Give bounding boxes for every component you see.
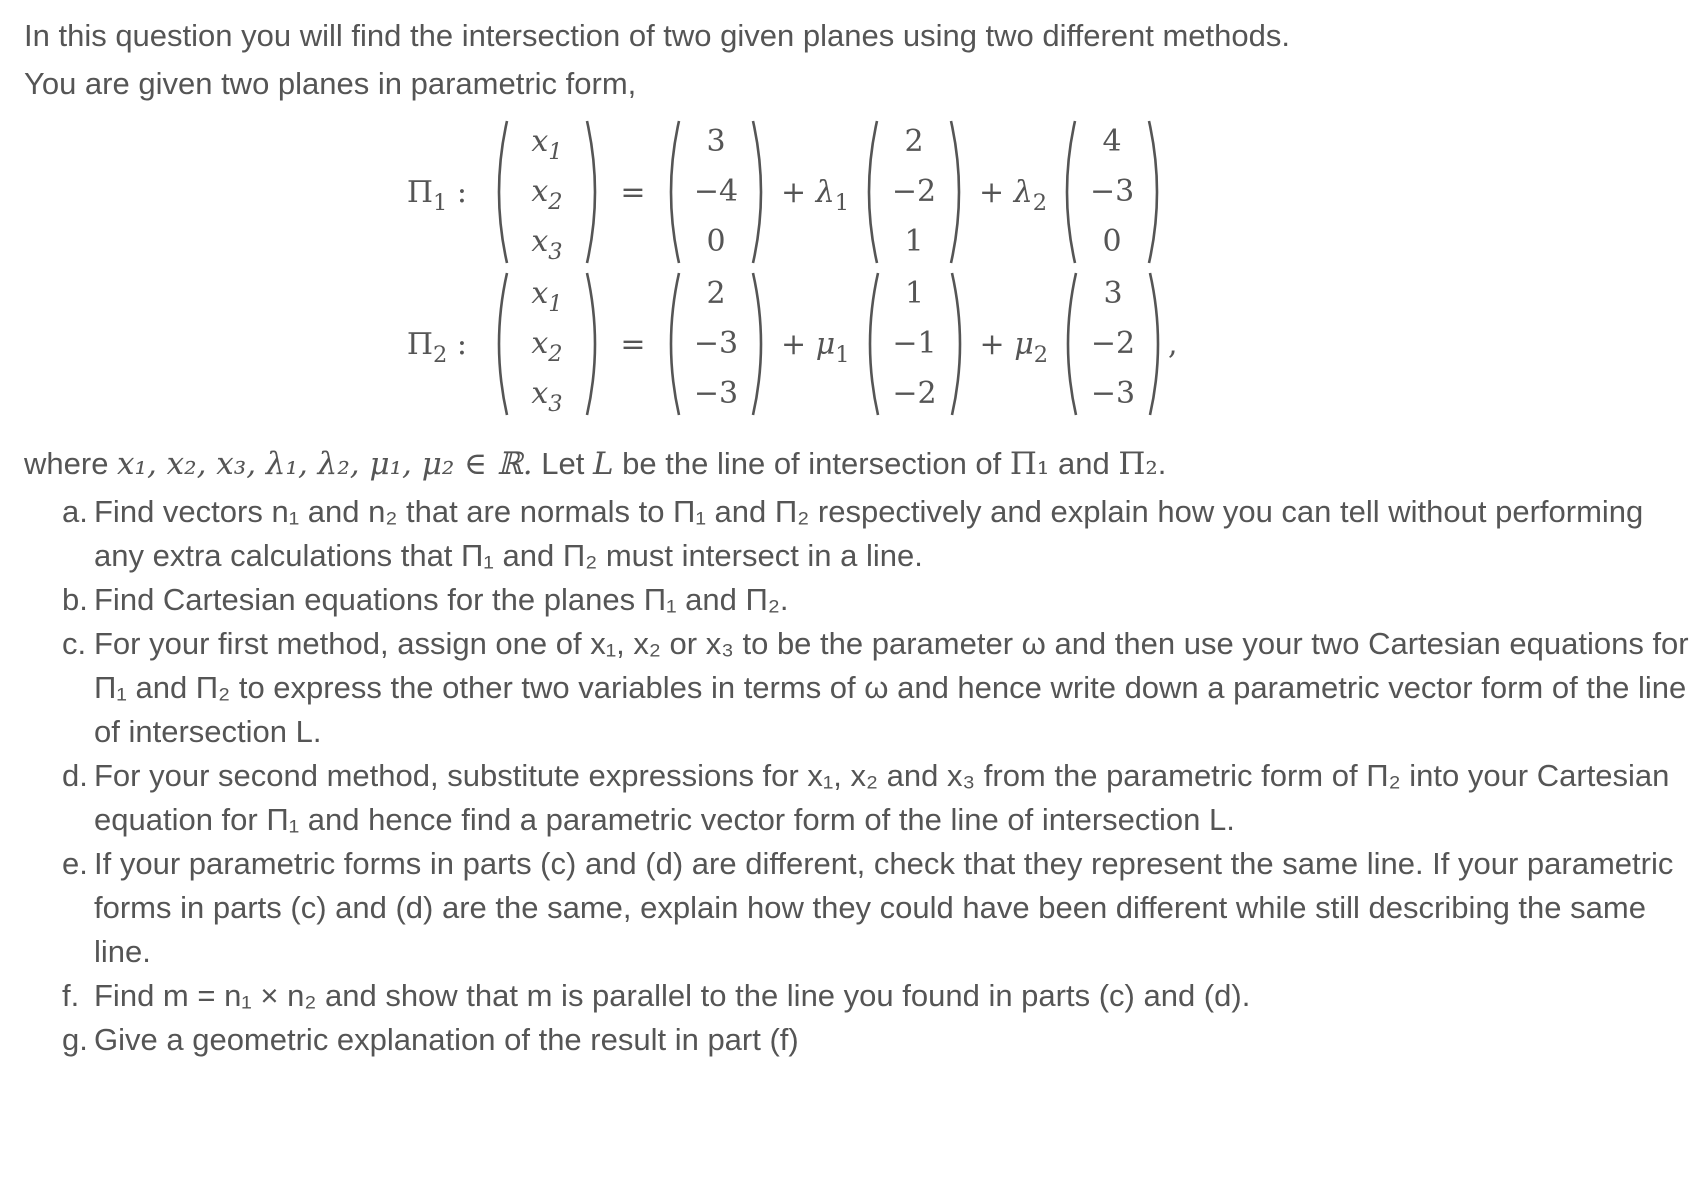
vector-column — [882, 269, 948, 419]
vector-entry: 2 — [706, 276, 726, 311]
vector-column — [683, 117, 749, 267]
part-g: g. Give a geometric explanation of the result in part (f) — [62, 1022, 799, 1057]
right-paren — [947, 117, 969, 267]
right-paren — [1146, 269, 1168, 419]
where-and: and — [1049, 446, 1119, 481]
param-1: + $\mu_1$ — [781, 326, 850, 368]
vector-variable: $x_3$ — [531, 376, 563, 417]
vector-column — [511, 117, 583, 267]
right-paren — [583, 117, 605, 267]
vector-variable: $x_2$ — [531, 326, 563, 367]
line-symbol: L — [592, 446, 614, 482]
part-e: e. If your parametric forms in parts (c) and (d) are different, check that they represent the same line. If your parametric forms in parts (c) and (d) are the same, explain how they could have been different while still describing the same line. — [62, 846, 1674, 969]
plane-1-symbol: Π₁ — [1009, 446, 1050, 482]
where-line — [24, 442, 1684, 486]
param-2: + $\lambda_2$ — [979, 174, 1048, 216]
left-paren — [489, 269, 511, 419]
vector-entry: 0 — [706, 224, 726, 259]
point-vector — [661, 117, 771, 267]
left-paren — [661, 117, 683, 267]
left-paren — [1058, 269, 1080, 419]
right-paren — [583, 269, 605, 419]
vector-entry: 3 — [1103, 276, 1123, 311]
intro-text: In this question you will find the intersection of two given planes using two different methods. — [24, 18, 1290, 53]
plane-2-symbol: Π₂ — [1118, 446, 1158, 482]
vector-entry: 3 — [706, 124, 726, 159]
vector-variable: $x_1$ — [531, 276, 563, 317]
vector-column — [511, 269, 583, 419]
left-paren — [859, 117, 881, 267]
vector-entry: −3 — [693, 376, 739, 411]
vector-entry: −4 — [693, 174, 739, 209]
vector-entry: 4 — [1102, 124, 1122, 159]
right-paren — [749, 117, 771, 267]
direction-vector-1 — [860, 269, 970, 419]
plane-2-equation — [24, 264, 1178, 424]
trailing-comma: , — [1168, 326, 1178, 362]
given-text: You are given two planes in parametric form, — [24, 66, 637, 101]
param-2: + $\mu_2$ — [979, 326, 1049, 368]
vector-entry: 2 — [904, 124, 924, 159]
left-paren — [661, 269, 683, 419]
vector-entry: 0 — [1102, 224, 1122, 259]
where-desc: be the line of intersection of — [613, 446, 1010, 481]
where-let: Let — [532, 446, 593, 481]
left-paren — [1057, 117, 1079, 267]
vector-variable: $x_3$ — [531, 224, 563, 265]
param-1: + $\lambda_1$ — [781, 174, 850, 216]
where-word: where — [24, 446, 118, 481]
plane-label: $\Pi_1$ : — [406, 174, 467, 216]
position-vector — [489, 269, 605, 419]
equals-sign: = — [620, 326, 646, 362]
plane-equations — [24, 112, 1684, 442]
vector-entry: −2 — [891, 174, 937, 209]
point-vector — [661, 269, 771, 419]
vector-variable: $x_2$ — [531, 174, 563, 215]
variables-in-reals: x₁, x₂, x₃, λ₁, λ₂, μ₁, μ₂ ∈ ℝ. — [117, 446, 533, 482]
vector-column — [683, 269, 749, 419]
part-b: b. Find Cartesian equations for the planes Π₁ and Π₂. — [62, 582, 789, 617]
right-paren — [948, 269, 970, 419]
right-paren — [1145, 117, 1167, 267]
question-page — [24, 14, 1689, 1062]
left-paren — [860, 269, 882, 419]
left-paren — [489, 117, 511, 267]
vector-entry: −2 — [1090, 326, 1136, 361]
vector-entry: −3 — [1089, 174, 1135, 209]
vector-entry: −2 — [892, 376, 937, 411]
where-period: . — [1157, 446, 1167, 481]
right-paren — [749, 269, 771, 419]
part-d: d. For your second method, substitute expressions for x₁, x₂ and x₃ from the parametric form of Π₂ into your Cartesian equation for Π₁ and hence find a parametric vector form of the line of intersection L. — [62, 758, 1670, 837]
part-a: a. Find vectors n₁ and n₂ that are normals to Π₁ and Π₂ respectively and explain how you can tell without performing any extra calculations that Π₁ and Π₂ must intersect in a line. — [62, 494, 1644, 573]
question-parts — [24, 490, 1689, 1062]
part-c: c. For your first method, assign one of x₁, x₂ or x₃ to be the parameter ω and then use your two Cartesian equations for Π₁ and Π₂ to express the other two variables in terms of ω and hence write down a parametric vector form of the line of intersection L. — [62, 626, 1689, 749]
direction-vector-1 — [859, 117, 969, 267]
vector-entry: −3 — [1090, 376, 1136, 411]
vector-entry: −1 — [892, 326, 937, 361]
vector-entry: 1 — [904, 224, 924, 259]
vector-entry: 1 — [904, 276, 925, 311]
position-vector — [489, 117, 605, 267]
vector-variable: $x_1$ — [531, 124, 563, 165]
plane-label: $\Pi_2$ : — [406, 326, 467, 368]
part-f: f. Find m = n₁ × n₂ and show that m is parallel to the line you found in parts (c) and (d). — [62, 978, 1251, 1013]
vector-column — [1079, 117, 1145, 267]
direction-vector-2 — [1058, 269, 1168, 419]
vector-entry: −3 — [693, 326, 739, 361]
direction-vector-2 — [1057, 117, 1167, 267]
vector-column — [1080, 269, 1146, 419]
equals-sign: = — [620, 174, 646, 210]
vector-column — [881, 117, 947, 267]
plane-1-equation — [24, 112, 1167, 272]
